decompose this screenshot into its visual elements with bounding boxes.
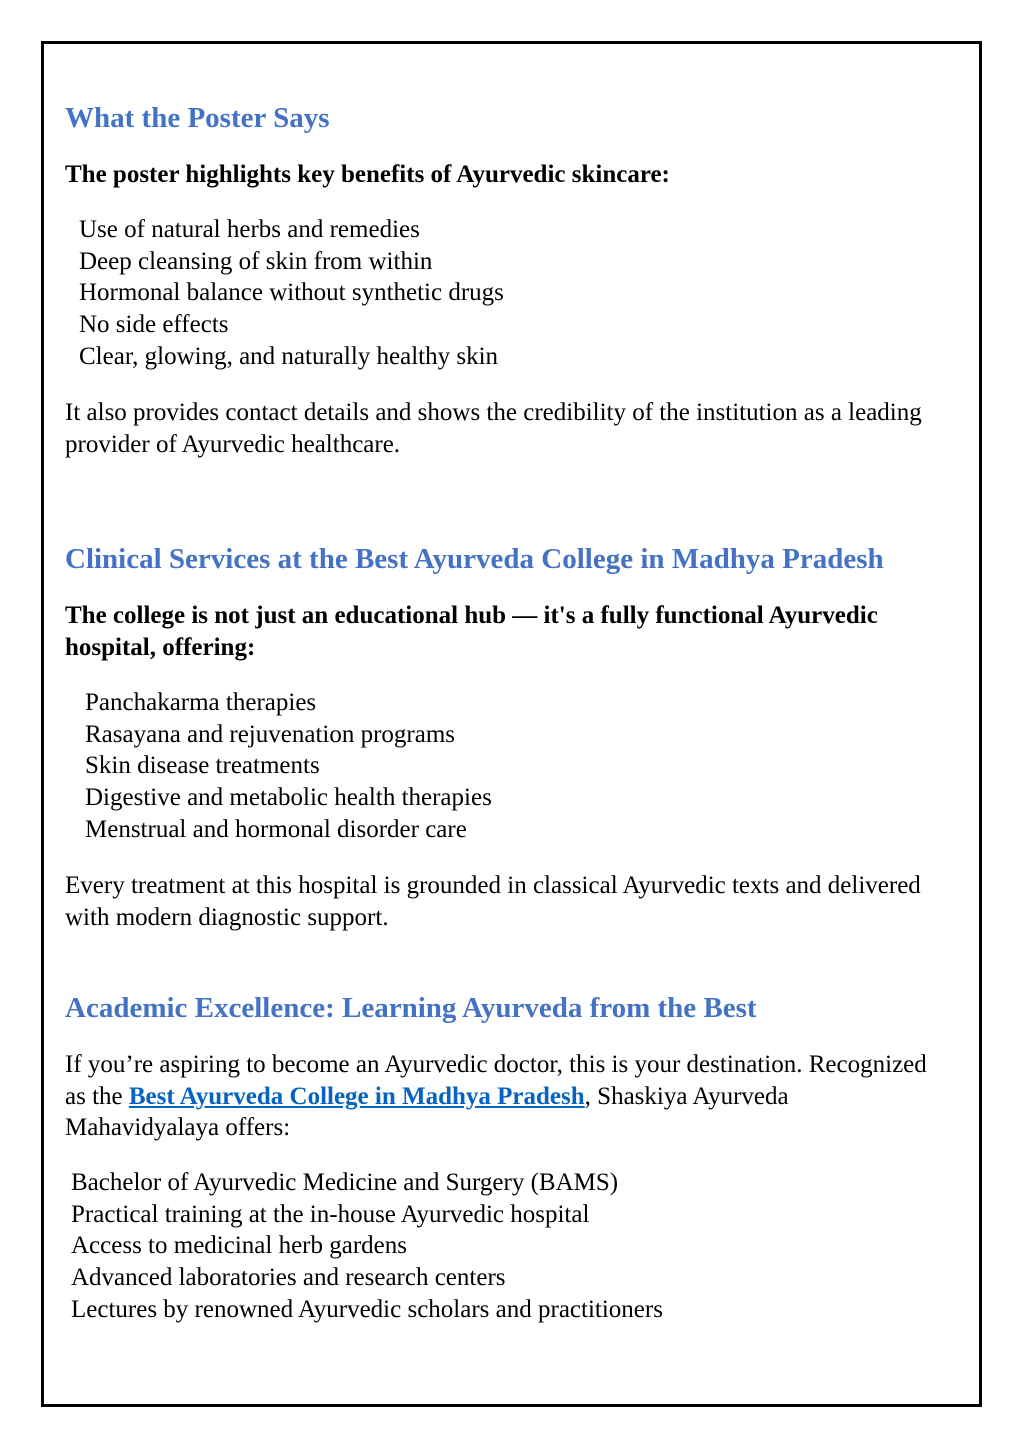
best-ayurveda-college-link[interactable]: Best Ayurveda College in Madhya Pradesh bbox=[128, 1082, 585, 1110]
intro-text-before-link: If you’re aspiring to become an Ayurvedic doctor, this is your destination. Recognized as the bbox=[65, 1051, 927, 1110]
section-intro-academic bbox=[65, 1049, 945, 1144]
clinical-services-list bbox=[85, 687, 492, 846]
list-item: Bachelor of Ayurvedic Medicine and Surgery (BAMS) bbox=[71, 1169, 619, 1196]
section-heading-academic: Academic Excellence: Learning Ayurveda from the Best bbox=[65, 992, 757, 1024]
list-item: Deep cleansing of skin from within bbox=[79, 247, 433, 275]
academic-offerings-list bbox=[71, 1167, 663, 1326]
section-lead-clinical: The college is not just an educational hub — it's a fully functional Ayurvedic hospital, offering: bbox=[65, 602, 878, 661]
list-item: Menstrual and hormonal disorder care bbox=[85, 815, 467, 843]
section-closing-poster: It also provides contact details and shows the credibility of the institution as a leading provider of Ayurvedic healthcare. bbox=[65, 399, 922, 458]
list-item: Access to medicinal herb gardens bbox=[71, 1232, 407, 1260]
list-item: Skin disease treatments bbox=[85, 752, 320, 780]
section-heading-poster: What the Poster Says bbox=[65, 102, 330, 134]
list-item: No side effects bbox=[79, 311, 229, 339]
list-item: Digestive and metabolic health therapies bbox=[85, 784, 492, 812]
list-item: Clear, glowing, and naturally healthy skin bbox=[79, 342, 499, 370]
section-heading-clinical: Clinical Services at the Best Ayurveda College in Madhya Pradesh bbox=[65, 543, 884, 575]
section-closing-clinical: Every treatment at this hospital is grounded in classical Ayurvedic texts and delivered with modern diagnostic support. bbox=[65, 872, 921, 931]
benefits-list bbox=[79, 214, 504, 373]
list-item: Panchakarma therapies bbox=[85, 689, 317, 716]
list-item: Use of natural herbs and remedies bbox=[79, 216, 420, 243]
intro-text-after-link: , Shaskiya Ayurveda Mahavidyalaya offers: bbox=[65, 1082, 789, 1141]
list-item: Hormonal balance without synthetic drugs bbox=[79, 279, 504, 307]
list-item: Lectures by renowned Ayurvedic scholars and practitioners bbox=[71, 1295, 663, 1323]
list-item: Rasayana and rejuvenation programs bbox=[85, 720, 456, 748]
list-item: Practical training at the in-house Ayurvedic hospital bbox=[71, 1200, 590, 1228]
section-lead-poster: The poster highlights key benefits of Ayurvedic skincare: bbox=[65, 161, 670, 188]
page-frame bbox=[41, 41, 982, 1407]
list-item: Advanced laboratories and research centers bbox=[71, 1264, 506, 1292]
